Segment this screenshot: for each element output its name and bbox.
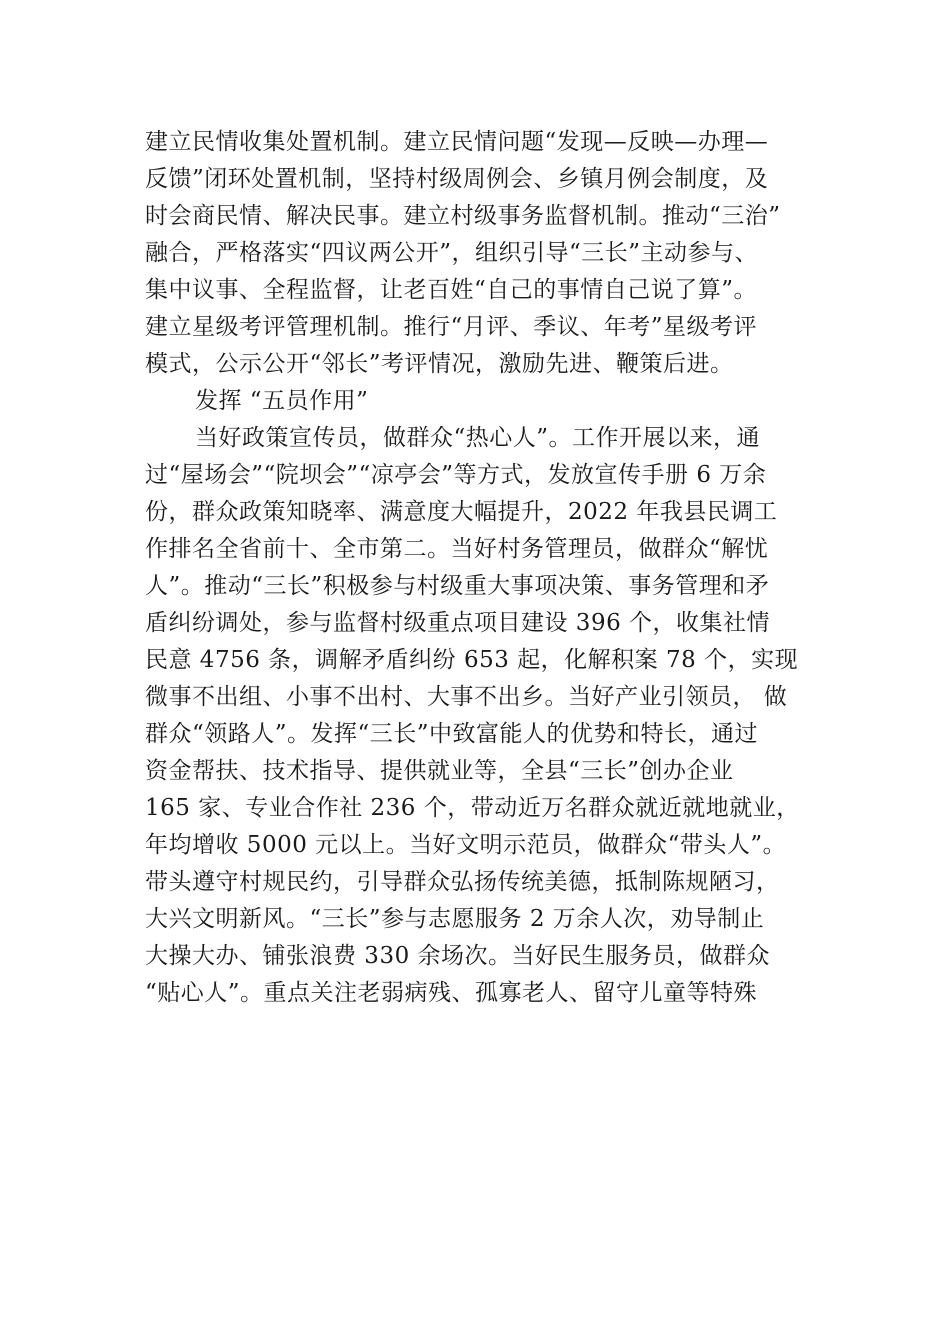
text-line: 大兴文明新风。“三长”参与志愿服务 2 万余人次，劝导制止 xyxy=(145,906,765,932)
text-line: 微事不出组、小事不出村、大事不出乡。当好产业引领员， 做 xyxy=(145,684,788,710)
text-line: 过“屋场会”“院坝会”“凉亭会”等方式，发放宣传手册 6 万余 xyxy=(145,462,767,488)
text-line: 资金帮扶、技术指导、提供就业等，全县“三长”创办企业 xyxy=(145,758,734,784)
text-line: 人”。推动“三长”积极参与村级重大事项决策、事务管理和矛 xyxy=(145,573,770,599)
text-line: 大操大办、铺张浪费 330 余场次。当好民生服务员，做群众 xyxy=(145,943,771,969)
text-line: 165 家、专业合作社 236 个，带动近万名群众就近就地就业， xyxy=(145,795,800,821)
body-text xyxy=(145,124,845,1012)
section-heading: 发挥 “五员作用” xyxy=(195,388,369,414)
text-line: 年均增收 5000 元以上。当好文明示范员，做群众“带头人”。 xyxy=(145,832,787,858)
text-line: 带头遵守村规民约，引导群众弘扬传统美德，抵制陈规陋习， xyxy=(145,869,780,895)
text-line: 建立星级考评管理机制。推行“月评、季议、年考”星级考评 xyxy=(145,314,758,340)
text-line: 盾纠纷调处，参与监督村级重点项目建设 396 个，收集社情 xyxy=(145,610,771,636)
text-line: 融合，严格落实“四议两公开”，组织引导“三长”主动参与、 xyxy=(145,240,759,266)
text-line: 时会商民情、解决民事。建立村级事务监督机制。推动“三治” xyxy=(145,203,781,229)
text-line: 群众“领路人”。发挥“三长”中致富能人的优势和特长，通过 xyxy=(145,721,759,747)
text-line: 集中议事、全程监督，让老百姓“自己的事情自己说了算”。 xyxy=(145,277,758,303)
text-line: “贴心人”。重点关注老弱病残、孤寡老人、留守儿童等特殊 xyxy=(145,980,758,1006)
text-line: 民意 4756 条，调解矛盾纠纷 653 起，化解积案 78 个，实现 xyxy=(145,647,799,673)
text-line: 模式，公示公开“邻长”考评情况，激励先进、鞭策后进。 xyxy=(145,351,734,377)
text-line: 反馈”闭环处置机制，坚持村级周例会、乡镇月例会制度，及 xyxy=(145,166,769,192)
text-line: 建立民情收集处置机制。建立民情问题“发现—反映—办理— xyxy=(145,129,769,155)
text-line: 份，群众政策知晓率、满意度大幅提升，2022 年我县民调工 xyxy=(145,499,778,525)
text-line: 当好政策宣传员，做群众“热心人”。工作开展以来，通 xyxy=(195,425,761,451)
text-line: 作排名全省前十、全市第二。当好村务管理员，做群众“解忧 xyxy=(145,536,769,562)
